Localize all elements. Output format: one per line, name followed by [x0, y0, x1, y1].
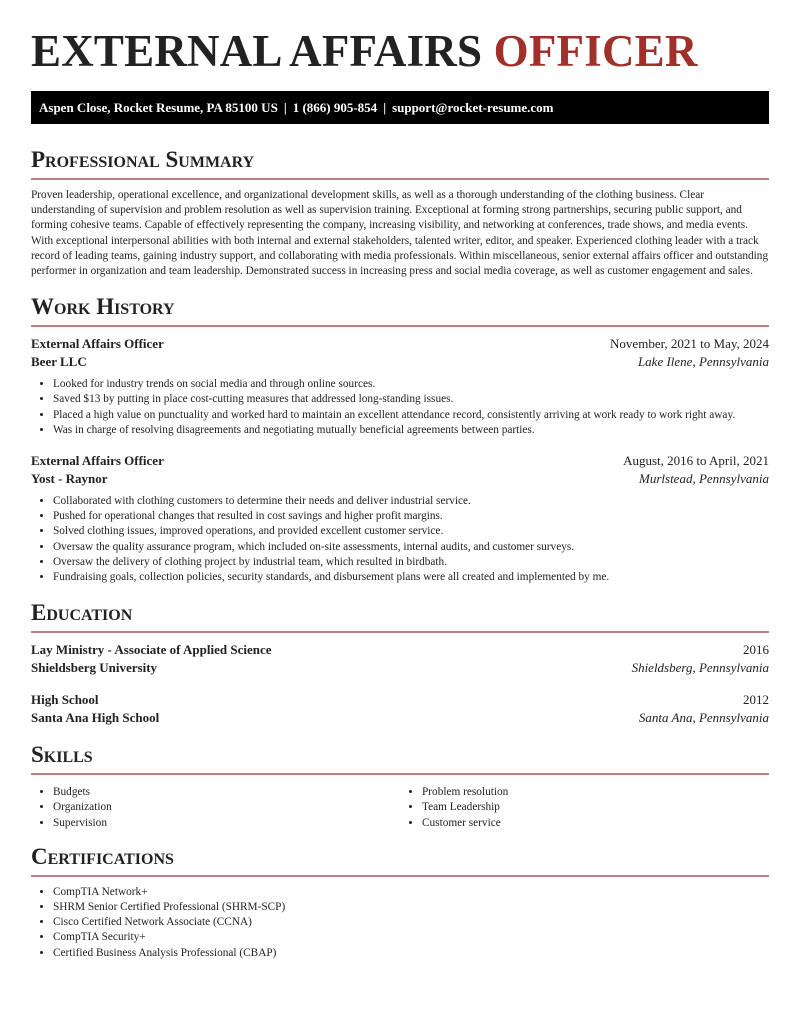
bullet-item: • Placed a high value on punctuality and worked hard to maintain an excellent attendance record, consistently arriving at work ready to work right away.	[53, 408, 769, 423]
section-heading-work: Work History	[31, 294, 175, 320]
job-title: External Affairs Officer	[31, 336, 164, 352]
entry-row	[31, 470, 769, 488]
school-location: Santa Ana, Pennsylvania	[638, 710, 769, 726]
entry-row	[31, 335, 769, 353]
bullet-item: • Fundraising goals, collection policies, security standards, and disbursement plans were all created and implemented by me.	[53, 570, 769, 585]
job-bullets	[31, 494, 769, 585]
bullet-item: • Collaborated with clothing customers to determine their needs and deliver industrial service.	[53, 494, 769, 509]
skill-item: • Budgets	[53, 785, 400, 800]
job-title: External Affairs Officer	[31, 453, 164, 469]
company-name: Beer LLC	[31, 354, 87, 370]
job-location: Lake Ilene, Pennsylvania	[637, 354, 769, 370]
entry-row	[31, 353, 769, 371]
divider	[31, 631, 769, 633]
bullet-item: • Solved clothing issues, improved operations, and provided excellent customer service.	[53, 524, 769, 539]
job-dates: November, 2021 to May, 2024	[610, 336, 769, 352]
skills-column-right	[400, 785, 769, 831]
skill-item: • Supervision	[53, 816, 400, 831]
entry-row	[31, 691, 769, 709]
section-heading-summary: Professional Summary	[31, 147, 255, 172]
education-year: 2012	[743, 692, 769, 708]
skill-item: • Organization	[53, 800, 400, 815]
bullet-item: • Oversaw the delivery of clothing project by industrial team, which resulted in birdbath.	[53, 555, 769, 570]
divider	[31, 178, 769, 180]
certification-item: • Cisco Certified Network Associate (CCNA)	[53, 915, 769, 930]
job-location: Murlstead, Pennsylvania	[639, 471, 769, 487]
education-entry	[31, 691, 769, 727]
section-heading-education: Education	[31, 600, 133, 626]
divider	[31, 773, 769, 775]
skill-item: • Customer service	[422, 816, 769, 831]
divider	[31, 325, 769, 327]
certification-item: • SHRM Senior Certified Professional (SHRM-SCP)	[53, 900, 769, 915]
certifications-list	[31, 885, 769, 961]
degree: High School	[31, 692, 99, 708]
title-accent: OFFICER	[493, 26, 698, 76]
school-name: Shieldsberg University	[31, 660, 158, 676]
section-heading-skills: Skills	[31, 742, 93, 768]
section-heading-certifications: Certifications	[31, 843, 174, 869]
certification-item: • CompTIA Security+	[53, 930, 769, 945]
entry-row	[31, 659, 769, 677]
job-entry	[31, 335, 769, 438]
certification-item: • CompTIA Network+	[53, 885, 769, 900]
divider	[31, 875, 769, 877]
email[interactable]: support@rocket-resume.com	[392, 100, 554, 115]
title-main: EXTERNAL AFFAIRS	[31, 26, 483, 76]
job-dates: August, 2016 to April, 2021	[623, 453, 769, 469]
skill-item: • Problem resolution	[422, 785, 769, 800]
summary-text: Proven leadership, operational excellence, and organizational development skills, as well as a thorough understanding of the clothing business. Clear understanding of supervision and problem resolution as well as supervision training. Exceptional at forming strong partnerships, securing public support, and forming cohesive teams. Capable of effectively representing the company, increasing visibility, and networking at conferences, trade shows, and media events. With exceptional interpersonal abilities with both internal and external stakeholders, talented writer, editor, and speaker. Experienced clothing leader with a track record of leading teams, gaining industry support, and collaborating with media professionals. Within miscellaneous, senior external affairs officer and outstanding performer in organization and team leadership. Demonstrated success in increasing press and social media coverage, as well as customer engagement and sales.	[31, 189, 769, 278]
skills-list	[31, 783, 769, 831]
bullet-item: • Was in charge of resolving disagreements and negotiating mutually beneficial agreements between parties.	[53, 423, 769, 438]
bullet-item: • Oversaw the quality assurance program, which included on-site assessments, internal audits, and customer surveys.	[53, 540, 769, 555]
contact-bar	[31, 91, 769, 124]
job-entry	[31, 452, 769, 585]
certification-item: • Certified Business Analysis Professional (CBAP)	[53, 946, 769, 961]
skill-item: • Team Leadership	[422, 800, 769, 815]
company-name: Yost - Raynor	[31, 471, 108, 487]
education-entry	[31, 641, 769, 677]
entry-row	[31, 709, 769, 727]
entry-row	[31, 641, 769, 659]
bullet-item: • Looked for industry trends on social media and through online sources.	[53, 377, 769, 392]
entry-row	[31, 452, 769, 470]
separator: |	[383, 100, 387, 115]
education-year: 2016	[743, 642, 769, 658]
separator: |	[283, 100, 287, 115]
school-name: Santa Ana High School	[31, 710, 160, 726]
degree: Lay Ministry - Associate of Applied Science	[31, 642, 272, 658]
bullet-item: • Pushed for operational changes that resulted in cost savings and higher profit margins.	[53, 509, 769, 524]
bullet-item: • Saved $13 by putting in place cost-cutting measures that addressed long-standing issues.	[53, 392, 769, 407]
job-bullets	[31, 377, 769, 438]
phone: 1 (866) 905-854	[292, 100, 378, 115]
skills-column-left	[31, 785, 400, 831]
address: Aspen Close, Rocket Resume, PA 85100 US	[39, 100, 278, 115]
school-location: Shieldsberg, Pennsylvania	[631, 660, 769, 676]
resume-title	[31, 0, 769, 74]
